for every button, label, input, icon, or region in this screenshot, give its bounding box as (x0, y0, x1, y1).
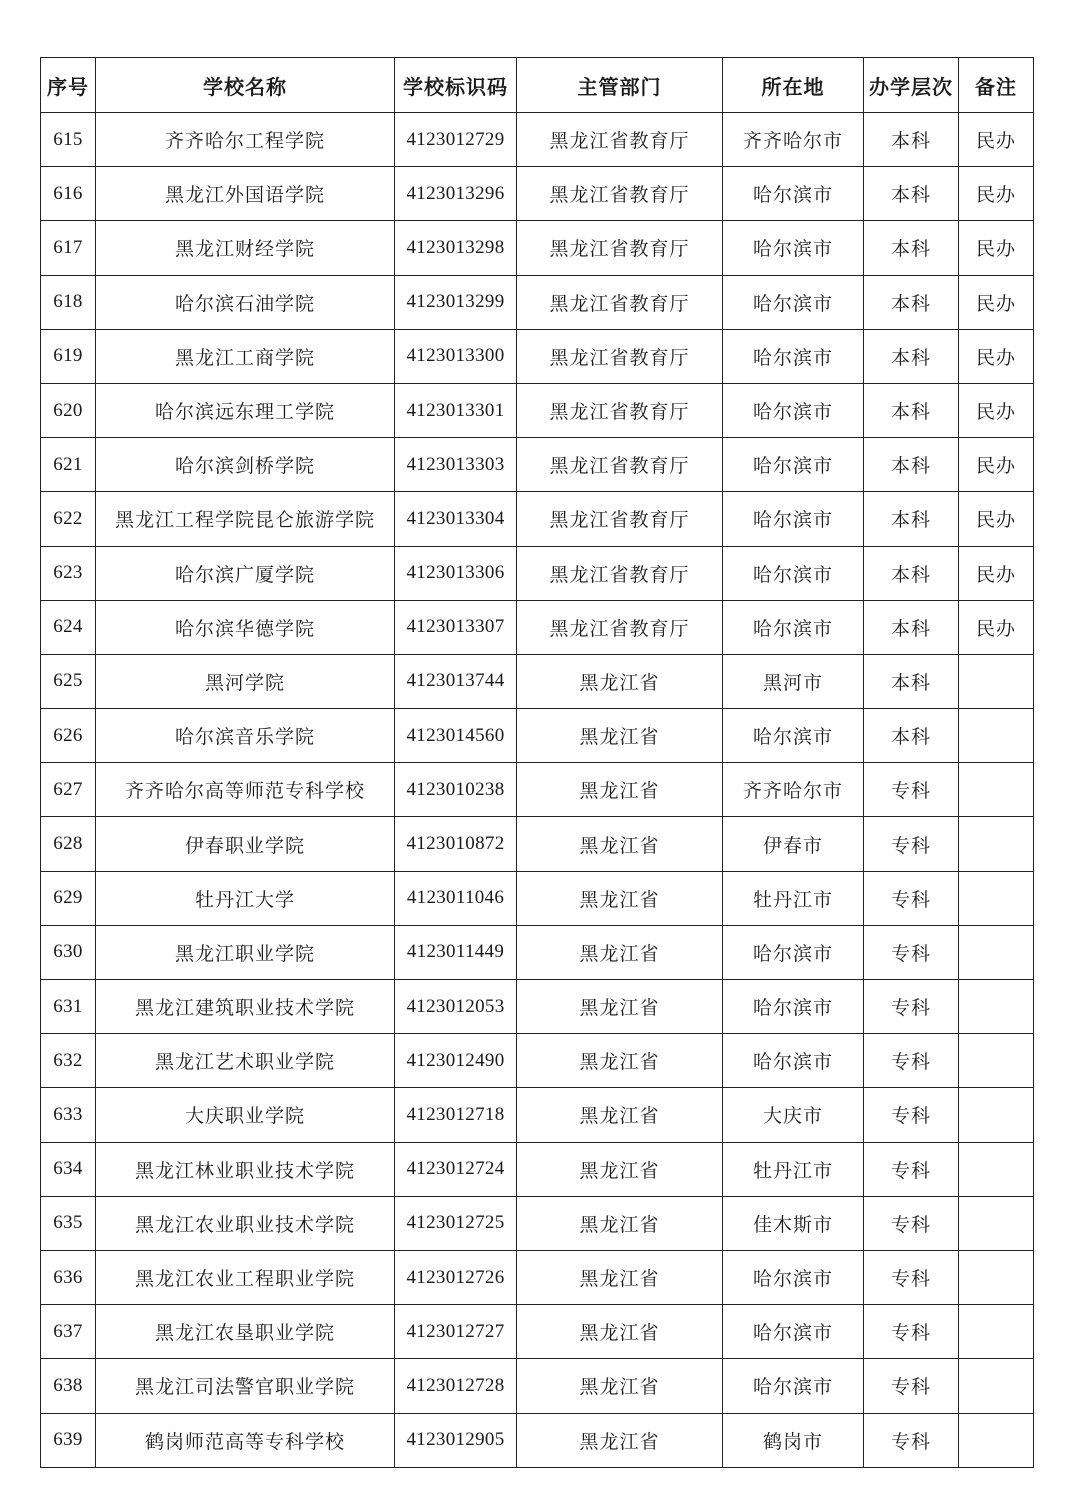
table-body (41, 113, 1034, 1468)
cell-department: 黑龙江省 (517, 1305, 723, 1359)
schools-table (40, 57, 1034, 1468)
cell-note: 民办 (959, 383, 1034, 437)
table-row (41, 438, 1034, 492)
cell-note (959, 1305, 1034, 1359)
cell-department: 黑龙江省 (517, 1088, 723, 1142)
cell-level: 专科 (864, 925, 959, 979)
cell-school-code: 4123012718 (395, 1088, 517, 1142)
cell-school-code: 4123012725 (395, 1196, 517, 1250)
cell-location: 哈尔滨市 (723, 1034, 864, 1088)
cell-level: 本科 (864, 600, 959, 654)
cell-level: 专科 (864, 1034, 959, 1088)
cell-department: 黑龙江省 (517, 1034, 723, 1088)
cell-note (959, 1142, 1034, 1196)
cell-location: 哈尔滨市 (723, 492, 864, 546)
cell-location: 牡丹江市 (723, 871, 864, 925)
cell-school-code: 4123011449 (395, 925, 517, 979)
cell-level: 本科 (864, 383, 959, 437)
cell-school-name: 哈尔滨音乐学院 (96, 709, 395, 763)
cell-location: 哈尔滨市 (723, 383, 864, 437)
cell-level: 专科 (864, 763, 959, 817)
cell-level: 本科 (864, 275, 959, 329)
cell-school-name: 哈尔滨剑桥学院 (96, 438, 395, 492)
cell-note: 民办 (959, 275, 1034, 329)
cell-level: 专科 (864, 980, 959, 1034)
cell-school-code: 4123012727 (395, 1305, 517, 1359)
table-row (41, 1088, 1034, 1142)
cell-note (959, 1359, 1034, 1413)
cell-location: 哈尔滨市 (723, 980, 864, 1034)
cell-school-name: 黑龙江职业学院 (96, 925, 395, 979)
cell-level: 本科 (864, 709, 959, 763)
cell-level: 本科 (864, 438, 959, 492)
cell-school-name: 哈尔滨远东理工学院 (96, 383, 395, 437)
cell-department: 黑龙江省教育厅 (517, 113, 723, 167)
cell-location: 佳木斯市 (723, 1196, 864, 1250)
cell-school-code: 4123013299 (395, 275, 517, 329)
cell-serial-number: 615 (41, 113, 96, 167)
cell-school-name: 哈尔滨石油学院 (96, 275, 395, 329)
cell-level: 本科 (864, 221, 959, 275)
cell-school-name: 黑龙江司法警官职业学院 (96, 1359, 395, 1413)
cell-location: 哈尔滨市 (723, 221, 864, 275)
cell-level: 本科 (864, 654, 959, 708)
cell-school-code: 4123013298 (395, 221, 517, 275)
header-department: 主管部门 (517, 58, 723, 113)
cell-school-code: 4123012726 (395, 1250, 517, 1304)
table-row (41, 329, 1034, 383)
cell-location: 黑河市 (723, 654, 864, 708)
cell-location: 哈尔滨市 (723, 546, 864, 600)
cell-school-name: 黑龙江农业工程职业学院 (96, 1250, 395, 1304)
cell-school-name: 大庆职业学院 (96, 1088, 395, 1142)
cell-location: 哈尔滨市 (723, 329, 864, 383)
cell-location: 哈尔滨市 (723, 600, 864, 654)
cell-note: 民办 (959, 600, 1034, 654)
table-row (41, 871, 1034, 925)
cell-note: 民办 (959, 546, 1034, 600)
cell-department: 黑龙江省教育厅 (517, 492, 723, 546)
cell-school-code: 4123012905 (395, 1413, 517, 1467)
cell-department: 黑龙江省教育厅 (517, 600, 723, 654)
cell-department: 黑龙江省教育厅 (517, 438, 723, 492)
cell-level: 本科 (864, 167, 959, 221)
cell-serial-number: 622 (41, 492, 96, 546)
cell-school-code: 4123012728 (395, 1359, 517, 1413)
cell-serial-number: 635 (41, 1196, 96, 1250)
table-row (41, 1142, 1034, 1196)
cell-note (959, 980, 1034, 1034)
cell-note: 民办 (959, 167, 1034, 221)
table-row (41, 383, 1034, 437)
cell-serial-number: 632 (41, 1034, 96, 1088)
cell-serial-number: 637 (41, 1305, 96, 1359)
cell-serial-number: 618 (41, 275, 96, 329)
cell-location: 齐齐哈尔市 (723, 113, 864, 167)
cell-serial-number: 616 (41, 167, 96, 221)
header-location: 所在地 (723, 58, 864, 113)
cell-school-code: 4123013307 (395, 600, 517, 654)
table-row (41, 113, 1034, 167)
cell-level: 专科 (864, 1359, 959, 1413)
cell-department: 黑龙江省 (517, 925, 723, 979)
cell-school-name: 黑龙江工商学院 (96, 329, 395, 383)
header-serial-number: 序号 (41, 58, 96, 113)
cell-serial-number: 619 (41, 329, 96, 383)
cell-department: 黑龙江省教育厅 (517, 167, 723, 221)
cell-school-code: 4123013301 (395, 383, 517, 437)
cell-note: 民办 (959, 492, 1034, 546)
cell-school-name: 黑龙江农业职业技术学院 (96, 1196, 395, 1250)
cell-location: 哈尔滨市 (723, 438, 864, 492)
table-row (41, 1359, 1034, 1413)
cell-note (959, 654, 1034, 708)
cell-school-code: 4123013304 (395, 492, 517, 546)
cell-location: 哈尔滨市 (723, 925, 864, 979)
table-row (41, 1034, 1034, 1088)
table-row (41, 546, 1034, 600)
cell-serial-number: 629 (41, 871, 96, 925)
cell-school-name: 哈尔滨广厦学院 (96, 546, 395, 600)
cell-serial-number: 621 (41, 438, 96, 492)
cell-serial-number: 636 (41, 1250, 96, 1304)
cell-department: 黑龙江省 (517, 763, 723, 817)
cell-school-name: 黑龙江林业职业技术学院 (96, 1142, 395, 1196)
cell-note (959, 709, 1034, 763)
table-row (41, 275, 1034, 329)
table-header (41, 58, 1034, 113)
cell-serial-number: 624 (41, 600, 96, 654)
cell-school-name: 齐齐哈尔工程学院 (96, 113, 395, 167)
cell-location: 哈尔滨市 (723, 1359, 864, 1413)
cell-note (959, 871, 1034, 925)
cell-school-name: 齐齐哈尔高等师范专科学校 (96, 763, 395, 817)
cell-location: 哈尔滨市 (723, 275, 864, 329)
cell-note: 民办 (959, 221, 1034, 275)
cell-location: 牡丹江市 (723, 1142, 864, 1196)
table-row (41, 654, 1034, 708)
cell-location: 齐齐哈尔市 (723, 763, 864, 817)
cell-serial-number: 638 (41, 1359, 96, 1413)
cell-level: 专科 (864, 871, 959, 925)
cell-note (959, 1413, 1034, 1467)
cell-serial-number: 631 (41, 980, 96, 1034)
cell-school-code: 4123010238 (395, 763, 517, 817)
cell-note (959, 763, 1034, 817)
cell-department: 黑龙江省教育厅 (517, 383, 723, 437)
cell-school-code: 4123013300 (395, 329, 517, 383)
cell-department: 黑龙江省 (517, 871, 723, 925)
cell-school-code: 4123010872 (395, 817, 517, 871)
cell-department: 黑龙江省 (517, 817, 723, 871)
cell-department: 黑龙江省教育厅 (517, 546, 723, 600)
cell-serial-number: 630 (41, 925, 96, 979)
table-row (41, 925, 1034, 979)
cell-level: 专科 (864, 1413, 959, 1467)
cell-serial-number: 639 (41, 1413, 96, 1467)
cell-school-code: 4123012490 (395, 1034, 517, 1088)
header-school-code: 学校标识码 (395, 58, 517, 113)
table-row (41, 1250, 1034, 1304)
cell-school-code: 4123012053 (395, 980, 517, 1034)
cell-school-name: 鹤岗师范高等专科学校 (96, 1413, 395, 1467)
cell-school-name: 黑河学院 (96, 654, 395, 708)
cell-department: 黑龙江省 (517, 1142, 723, 1196)
cell-serial-number: 617 (41, 221, 96, 275)
cell-serial-number: 620 (41, 383, 96, 437)
table-row (41, 763, 1034, 817)
table-row (41, 1196, 1034, 1250)
cell-serial-number: 634 (41, 1142, 96, 1196)
cell-level: 本科 (864, 329, 959, 383)
table-row (41, 600, 1034, 654)
cell-school-name: 黑龙江农垦职业学院 (96, 1305, 395, 1359)
cell-department: 黑龙江省教育厅 (517, 329, 723, 383)
cell-note (959, 1088, 1034, 1142)
cell-department: 黑龙江省 (517, 980, 723, 1034)
cell-location: 哈尔滨市 (723, 709, 864, 763)
table-row (41, 817, 1034, 871)
cell-serial-number: 623 (41, 546, 96, 600)
cell-school-code: 4123011046 (395, 871, 517, 925)
table-row (41, 1413, 1034, 1467)
cell-school-name: 哈尔滨华德学院 (96, 600, 395, 654)
table-row (41, 221, 1034, 275)
cell-school-name: 牡丹江大学 (96, 871, 395, 925)
cell-note (959, 817, 1034, 871)
cell-school-code: 4123013744 (395, 654, 517, 708)
cell-level: 专科 (864, 1142, 959, 1196)
cell-school-code: 4123012724 (395, 1142, 517, 1196)
table-row (41, 1305, 1034, 1359)
cell-location: 伊春市 (723, 817, 864, 871)
cell-level: 专科 (864, 1305, 959, 1359)
cell-level: 本科 (864, 492, 959, 546)
cell-school-name: 黑龙江建筑职业技术学院 (96, 980, 395, 1034)
cell-school-code: 4123012729 (395, 113, 517, 167)
cell-department: 黑龙江省 (517, 1359, 723, 1413)
cell-school-code: 4123013306 (395, 546, 517, 600)
cell-department: 黑龙江省 (517, 654, 723, 708)
cell-note (959, 1034, 1034, 1088)
cell-level: 本科 (864, 546, 959, 600)
cell-note (959, 925, 1034, 979)
cell-note (959, 1250, 1034, 1304)
header-row (41, 58, 1034, 113)
cell-school-code: 4123013296 (395, 167, 517, 221)
table-row (41, 492, 1034, 546)
cell-location: 大庆市 (723, 1088, 864, 1142)
table-row (41, 167, 1034, 221)
cell-school-code: 4123014560 (395, 709, 517, 763)
cell-school-name: 黑龙江工程学院昆仑旅游学院 (96, 492, 395, 546)
header-school-name: 学校名称 (96, 58, 395, 113)
cell-serial-number: 633 (41, 1088, 96, 1142)
cell-serial-number: 626 (41, 709, 96, 763)
cell-level: 专科 (864, 1196, 959, 1250)
cell-department: 黑龙江省 (517, 1196, 723, 1250)
cell-level: 专科 (864, 1250, 959, 1304)
cell-location: 鹤岗市 (723, 1413, 864, 1467)
cell-location: 哈尔滨市 (723, 1305, 864, 1359)
cell-note (959, 1196, 1034, 1250)
cell-school-name: 伊春职业学院 (96, 817, 395, 871)
cell-department: 黑龙江省教育厅 (517, 275, 723, 329)
table-row (41, 980, 1034, 1034)
header-level: 办学层次 (864, 58, 959, 113)
cell-location: 哈尔滨市 (723, 167, 864, 221)
cell-school-name: 黑龙江艺术职业学院 (96, 1034, 395, 1088)
cell-school-code: 4123013303 (395, 438, 517, 492)
cell-note: 民办 (959, 438, 1034, 492)
cell-note: 民办 (959, 113, 1034, 167)
cell-location: 哈尔滨市 (723, 1250, 864, 1304)
cell-level: 专科 (864, 817, 959, 871)
cell-serial-number: 627 (41, 763, 96, 817)
header-note: 备注 (959, 58, 1034, 113)
cell-level: 专科 (864, 1088, 959, 1142)
cell-serial-number: 625 (41, 654, 96, 708)
cell-level: 本科 (864, 113, 959, 167)
cell-note: 民办 (959, 329, 1034, 383)
cell-school-name: 黑龙江外国语学院 (96, 167, 395, 221)
cell-department: 黑龙江省 (517, 709, 723, 763)
cell-department: 黑龙江省 (517, 1413, 723, 1467)
cell-serial-number: 628 (41, 817, 96, 871)
table-row (41, 709, 1034, 763)
cell-school-name: 黑龙江财经学院 (96, 221, 395, 275)
cell-department: 黑龙江省 (517, 1250, 723, 1304)
cell-department: 黑龙江省教育厅 (517, 221, 723, 275)
